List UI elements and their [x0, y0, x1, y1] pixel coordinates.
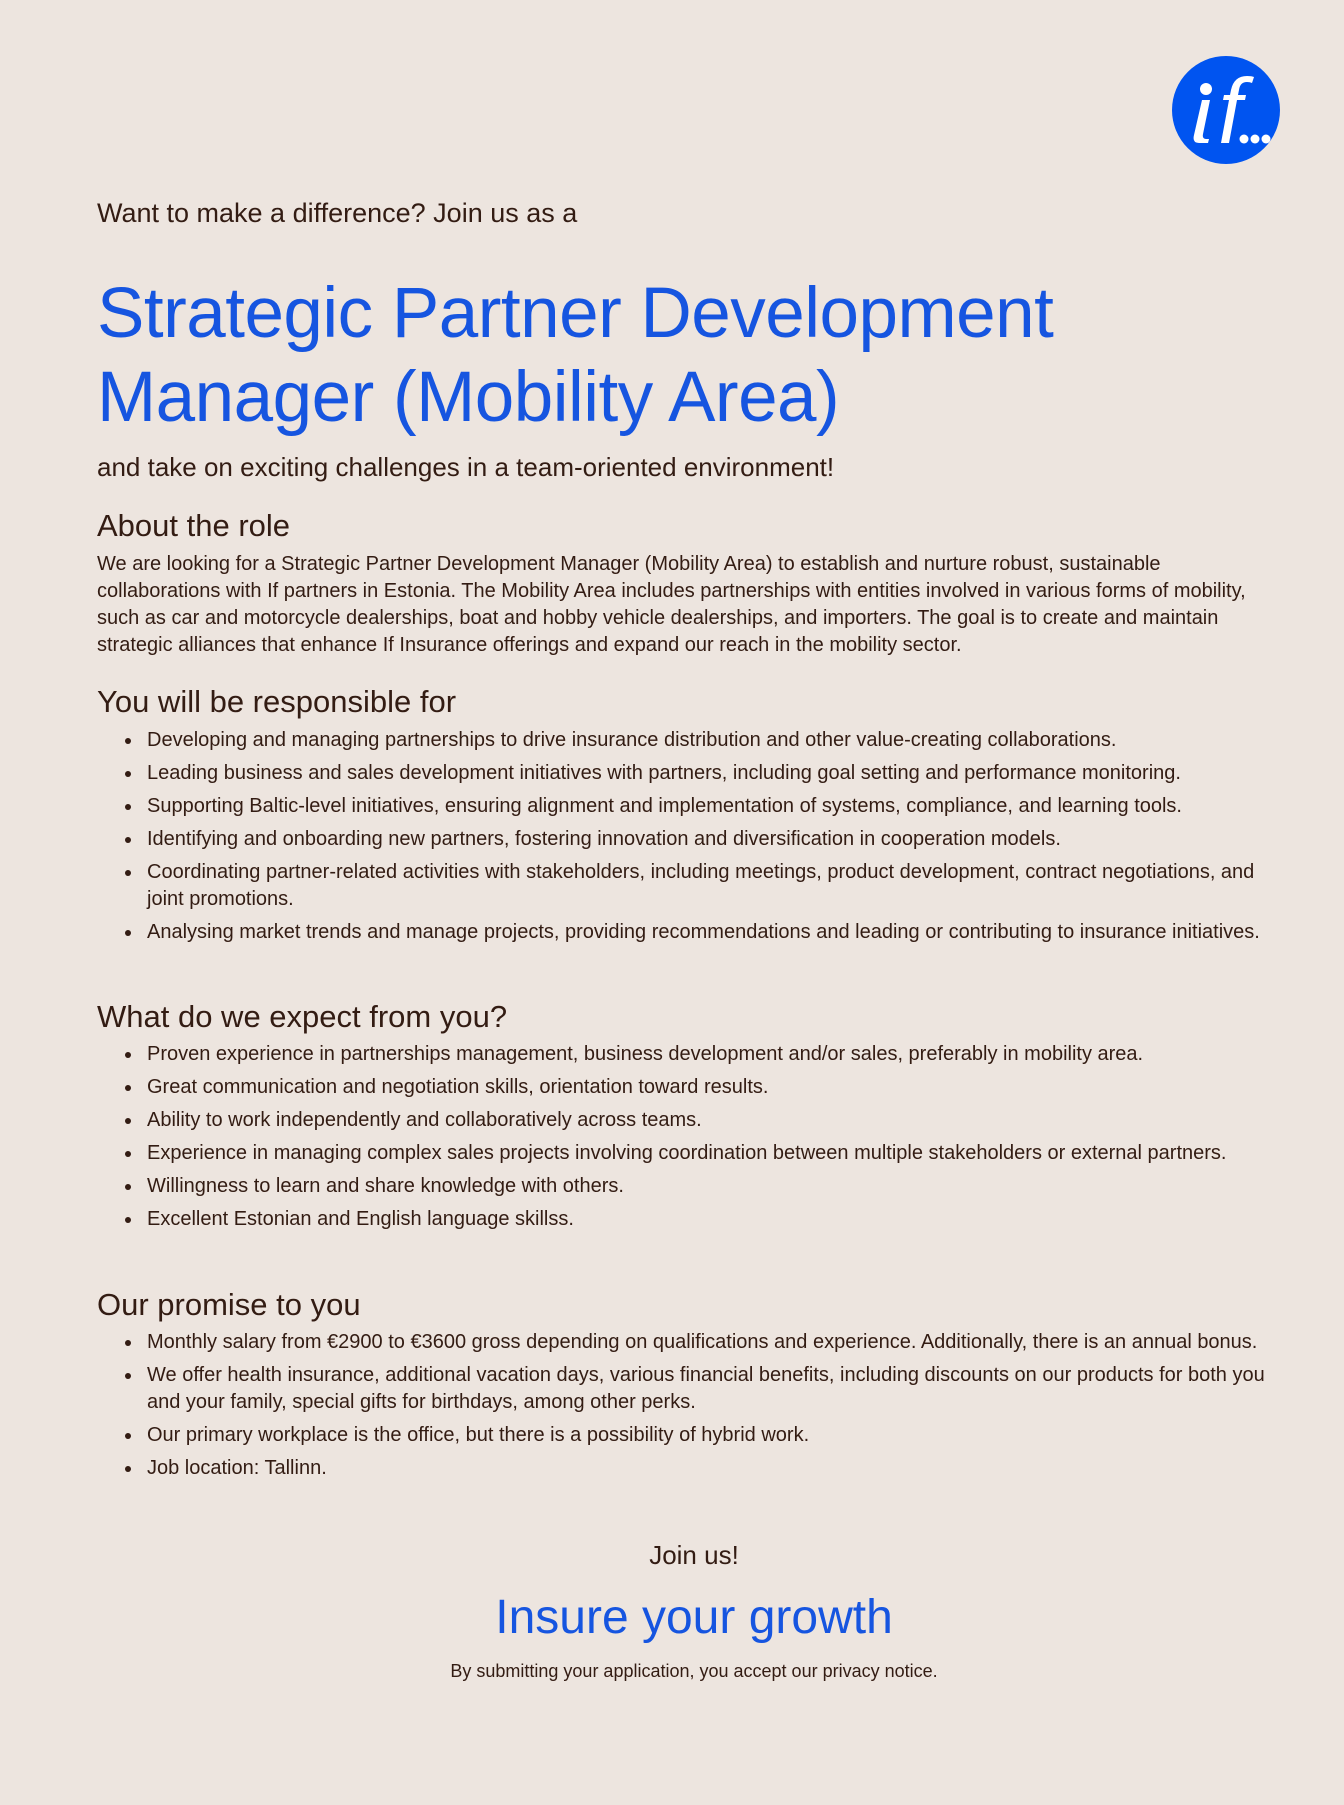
list-item: Job location: Tallinn.	[97, 1455, 1277, 1482]
list-item: Supporting Baltic-level initiatives, ensuring alignment and implementation of systems, compliance, and learning tools.	[97, 793, 1277, 820]
list-item: Ability to work independently and collaboratively across teams.	[97, 1107, 1277, 1134]
list-item: Coordinating partner-related activities with stakeholders, including meetings, product development, contract negotiations, and joint promotions.	[97, 859, 1277, 913]
list-item: Our primary workplace is the office, but there is a possibility of hybrid work.	[97, 1422, 1277, 1449]
if-logo-mark	[1172, 56, 1280, 164]
expectations-heading: What do we expect from you?	[97, 999, 508, 1034]
promise-heading: Our promise to you	[97, 1287, 361, 1322]
list-item: Willingness to learn and share knowledge with others.	[97, 1173, 1277, 1200]
list-item: Monthly salary from €2900 to €3600 gross depending on qualifications and experience. Additionally, there is an annual bonus.	[97, 1329, 1277, 1356]
slogan: Insure your growth	[495, 1591, 893, 1644]
list-item: Leading business and sales development initiatives with partners, including goal setting and performance monitoring.	[97, 760, 1277, 787]
list-item: We offer health insurance, additional vacation days, various financial benefits, including discounts on our products for both you and your family, special gifts for birthdays, among other perks.	[97, 1362, 1277, 1416]
job-title: Strategic Partner Development Manager (Mobility Area)	[97, 274, 1054, 437]
expectations-list	[97, 1041, 1277, 1239]
list-item: Analysing market trends and manage projects, providing recommendations and leading or contributing to insurance initiatives.	[97, 919, 1277, 946]
about-text: We are looking for a Strategic Partner Development Manager (Mobility Area) to establish and nurture robust, sustainable collaborations with If partners in Estonia. The Mobility Area includes partnerships with entities involved in various forms of mobility, such as car and motorcycle dealerships, boat and hobby vehicle dealerships, and importers. The goal is to create and maintain strategic alliances that enhance If Insurance offerings and expand our reach in the mobility sector.	[97, 553, 1246, 656]
promise-list	[97, 1329, 1277, 1488]
list-item: Great communication and negotiation skills, orientation toward results.	[97, 1074, 1277, 1101]
list-item: Proven experience in partnerships management, business development and/or sales, preferably in mobility area.	[97, 1041, 1277, 1068]
responsibilities-heading: You will be responsible for	[97, 684, 457, 719]
list-item: Identifying and onboarding new partners, fostering innovation and diversification in cooperation models.	[97, 826, 1277, 853]
list-item: Developing and managing partnerships to drive insurance distribution and other value-creating collaborations.	[97, 727, 1277, 754]
responsibilities-list	[97, 727, 1277, 952]
privacy-notice: By submitting your application, you accept our privacy notice.	[450, 1661, 938, 1681]
about-heading: About the role	[97, 508, 291, 543]
join-text: Join us!	[649, 1540, 739, 1570]
intro-tagline: and take on exciting challenges in a team-oriented environment!	[97, 452, 835, 482]
intro-kicker: Want to make a difference? Join us as a	[97, 198, 578, 228]
list-item: Experience in managing complex sales projects involving coordination between multiple stakeholders or external partners.	[97, 1140, 1277, 1167]
if-logo	[1172, 56, 1280, 164]
list-item: Excellent Estonian and English language skillss.	[97, 1206, 1277, 1233]
